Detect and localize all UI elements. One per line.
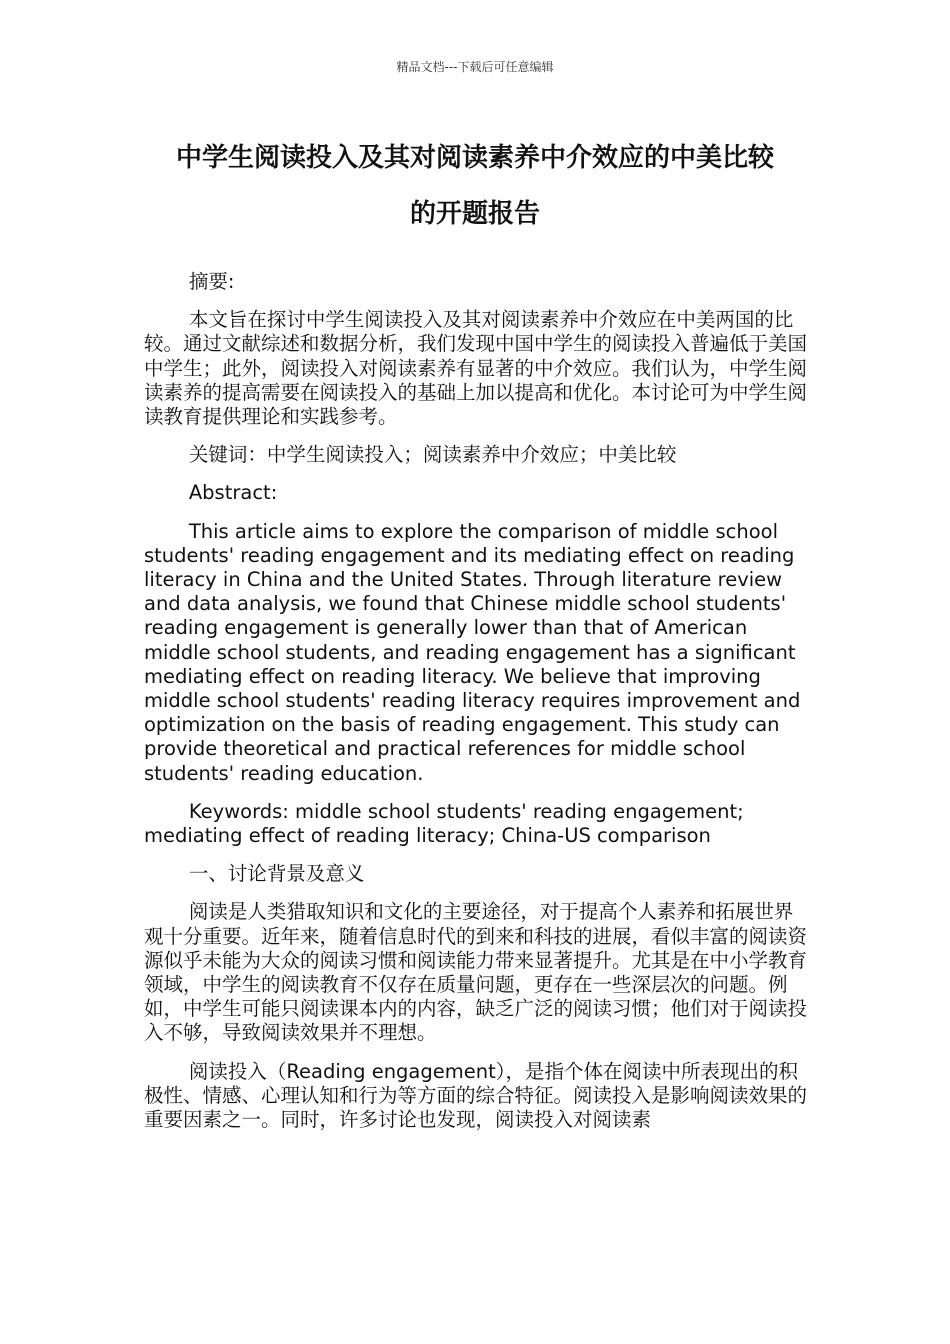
abstract-en-label: Abstract: (188, 481, 278, 505)
keywords-cn: 关键词：中学生阅读投入；阅读素养中介效应；中美比较 (188, 443, 677, 467)
keywords-en: Keywords: middle school students' reading engagement; mediating effect of reading literacy; China-US comparison (144, 799, 744, 848)
page-header-watermark: 精品文档---下载后可任意编辑 (396, 60, 554, 74)
abstract-en-body: This article aims to explore the comparison of middle school students' reading engagement and its mediating effect on reading literacy in China and the United States. Through literature review and data analysis, we found that Chinese middle school students' reading engagement is generally lower than that of American middle school students, and reading engagement has a significant mediating effect on reading literacy. We believe that improving middle school students' reading literacy requires improvement and optimization on the basis of reading engagement. This study can provide theoretical and practical references for middle school students' reading education. (144, 519, 801, 785)
document-title (140, 130, 810, 242)
section-paragraph-2: 阅读投入（Reading engagement），是指个体在阅读中所表现出的积极性、情感、心理认知和行为等方面的综合特征。阅读投入是影响阅读效果的重要因素之一。同时，许多讨论也发现，阅读投入对阅读素 (144, 1059, 808, 1132)
abstract-cn-body: 本文旨在探讨中学生阅读投入及其对阅读素养中介效应在中美两国的比较。通过文献综述和数据分析，我们发现中国中学生的阅读投入普遍低于美国中学生；此外，阅读投入对阅读素养有显著的中介效应。我们认为，中学生阅读素养的提高需要在阅读投入的基础上加以提高和优化。本讨论可为中学生阅读教育提供理论和实践参考。 (144, 308, 808, 429)
title-line-1: 中学生阅读投入及其对阅读素养中介效应的中美比较 (175, 143, 774, 173)
section-heading: 一、讨论背景及意义 (188, 862, 365, 886)
abstract-cn-label: 摘要: (188, 270, 235, 293)
section-paragraph-1: 阅读是人类猎取知识和文化的主要途径，对于提高个人素养和拓展世界观十分重要。近年来，随着信息时代的到来和科技的进展，看似丰富的阅读资源似乎未能为大众的阅读习惯和阅读能力带来显著提升。尤其是在中小学教育领域，中学生的阅读教育不仅存在质量问题，更存在一些深层次的问题。例如，中学生可能只阅读课本内的内容，缺乏广泛的阅读习惯；他们对于阅读投入不够，导致阅读效果并不理想。 (144, 900, 808, 1045)
document-body (144, 270, 808, 1146)
title-line-2: 的开题报告 (409, 199, 540, 229)
